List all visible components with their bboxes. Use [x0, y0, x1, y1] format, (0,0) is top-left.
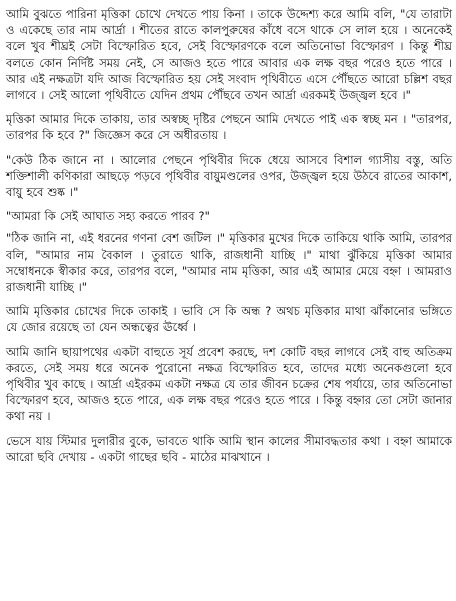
paragraph-6: আমি মৃত্তিকার চোখের দিকে তাকাই । ভাবি সে কি অন্ধ ? অথচ মৃত্তিকার মাথা ঝাঁকানোর ভঙ্গিতে যে জোর রয়েছে তা যেন অন্ধত্বের ঊর্ধ্বে ।	[6, 304, 452, 335]
paragraph-4: "আমরা কি সেই আঘাত সহ্য করতে পারব ?"	[6, 209, 210, 224]
paragraph-3: "কেউ ঠিক জানে না । আলোর পেছনে পৃথিবীর দিকে ধেয়ে আসবে বিশাল গ্যাসীয় বস্তু, অতি শক্তিশালী কণিকারা আছড়ে পড়বে পৃথিবীর বায়ুমণ্ডলের ওপর, উজ্জ্বল হয়ে উঠবে রাতের আকাশ, বায়ু হবে শুষ্ক ।"	[6, 152, 452, 200]
paragraph-8: ভেসে যায় স্টিমার দুলারীর বুকে, ভাবতে থাকি আমি স্থান কালের সীমাবদ্ধতার কথা । বহ্না আমাকে আরো ছবি দেখায় - একটা গাছের ছবি - মাঠের মাঝখানে ।	[6, 433, 452, 464]
paragraph-5: "ঠিক জানি না, এই ধরনের গণনা বেশ জটিল ।" মৃত্তিকার মুখের দিকে তাকিয়ে থাকি আমি, তারপর বলি, "আমার নাম বৈকাল । তুরাতে থাকি, রাজধানী যাচ্ছি ।" মাথা ঝুঁকিয়ে মৃত্তিকা আমার সম্বোধনকে স্বীকার করে, তারপর বলে, "আমার নাম মৃত্তিকা, আর এই আমার মেয়ে বহ্না । আমরাও রাজধানী যাচ্ছি ।"	[6, 231, 452, 295]
paragraph-2: মৃত্তিকা আমার দিকে তাকায়, তার অস্বচ্ছ দৃষ্টির পেছনে আমি দেখতে পাই এক স্বচ্ছ মন । "তারপর, তারপর কি হবে ?" জিজ্ঞেস করে সে অধীরতায় ।	[6, 112, 452, 143]
paragraph-7: আমি জানি ছায়াপথের একটা বাহুতে সূর্য প্রবেশ করছে, দশ কোটি বছর লাগবে সেই বাহু অতিক্রম করতে, সেই সময় ধরে অনেক পুরোনো নক্ষত্র বিস্ফোরিত হবে, তাদের মধ্যে অনেকগুলো হবে পৃথিবীর খুব কাছে । আর্দ্রা এইরকম একটা নক্ষত্র যে তার জীবন চক্রের শেষ পর্যায়ে, তার অতিনোভা বিস্ফোরণ হবে, আজও হতে পারে, এক লক্ষ বছর পরেও হতে পারে । কিন্তু বহ্নার তো সেটা জানার কথা নয় ।	[6, 344, 452, 424]
paragraph-1: আমি বুঝতে পারিনা মৃত্তিকা চোখে দেখতে পায় কিনা । তাকে উদ্দেশ্য করে আমি বলি, "যে তারাটা ও একেছে তার নাম আর্দ্রা । শীতের রাতে কালপুরুষের কাঁধে বসে থাকে সে লাল হয়ে । অনেকেই বলে খুব শীঘ্রই সেটা বিস্ফোরিত হবে, সেই বিস্ফোরণকে বলে অতিনোভা বিস্ফোরণ । কিন্তু শীঘ্র বলতে কোন নির্দিষ্ট সময় নেই, সে আজও হতে পারে আবার এক লক্ষ বছর পরেও হতে পারে । আর এই নক্ষত্রটা যদি আজ বিস্ফোরিত হয় সেই সংবাদ পৃথিবীতে এসে পৌঁছতে আরো চল্লিশ বছর লাগবে । সেই আলো পৃথিবীতে যেদিন প্রথম পৌঁছবে তখন আর্দ্রা এরকমই উজ্জ্বল হবে ।"	[6, 7, 452, 103]
